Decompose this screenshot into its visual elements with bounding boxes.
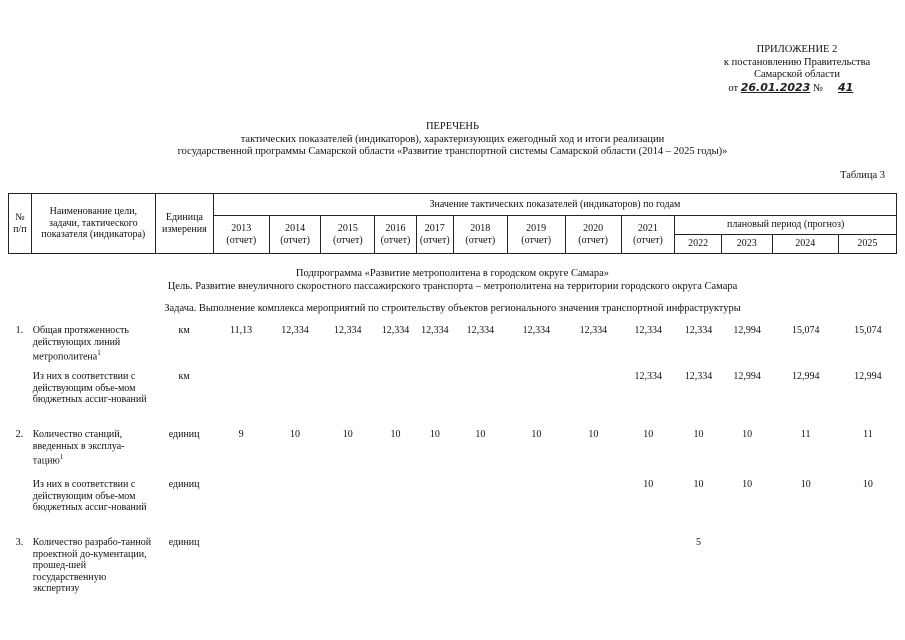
- year-label: 2013: [231, 223, 252, 234]
- indicator-value: [565, 370, 621, 428]
- indicator-value: [416, 370, 453, 428]
- indicator-value: 12,994: [733, 325, 761, 336]
- indicator-name: [31, 370, 155, 428]
- indicator-value: [416, 478, 453, 536]
- indicator-value: [416, 536, 453, 602]
- indicator-value: 10: [742, 429, 753, 440]
- decree-date-line: [707, 82, 887, 96]
- indicator-value: [507, 536, 565, 602]
- report-label: (отчет): [332, 234, 363, 246]
- indicator-value: 12,334: [579, 325, 608, 336]
- report-label: (отчет): [380, 234, 411, 246]
- header-name: Наименование цели, задачи, тактического показателя (индикатора): [31, 194, 155, 254]
- indicator-value: 11,13: [230, 325, 253, 336]
- indicator-value: 12,994: [854, 371, 882, 382]
- indicator-unit: км: [178, 371, 190, 382]
- year-label: 2020: [583, 223, 604, 234]
- indicator-value: 12,334: [634, 325, 662, 336]
- indicator-value: 10: [475, 429, 486, 440]
- indicator-value: 12,334: [466, 325, 495, 336]
- indicator-value: 10: [390, 429, 401, 440]
- report-label: (отчет): [226, 234, 257, 246]
- indicator-name-text: Из них в соответствии с действующим объе-мом бюджетных ассиг-нований: [32, 371, 147, 405]
- indicator-value: [321, 478, 375, 536]
- indicator-value: [507, 370, 565, 428]
- header-year-cell: [269, 216, 321, 254]
- table-row: [8, 324, 897, 370]
- header-unit: Единица измерения: [155, 194, 213, 254]
- indicator-value: 12,334: [634, 371, 662, 382]
- indicator-value: [213, 536, 269, 602]
- indicator-value: 10: [862, 479, 873, 490]
- indicator-unit: единиц: [168, 429, 200, 440]
- indicator-value: 9: [238, 429, 244, 440]
- indicator-value: 10: [429, 429, 440, 440]
- row-number: [8, 370, 31, 428]
- indicator-value: [453, 478, 507, 536]
- indicator-name: [31, 478, 155, 536]
- table-label: Таблица 3: [840, 170, 885, 181]
- header-num: № п/п: [9, 194, 32, 254]
- indicator-value: [839, 536, 897, 602]
- indicator-name: [31, 324, 155, 370]
- report-label: (отчет): [419, 234, 450, 246]
- indicator-value: [621, 536, 675, 602]
- row-number: 1.: [15, 325, 24, 336]
- indicator-value: [213, 478, 269, 536]
- year-label: 2019: [526, 223, 547, 234]
- table-row: [8, 536, 897, 602]
- header-year-cell: [416, 216, 453, 254]
- indicator-value: [375, 536, 416, 602]
- report-label: (отчет): [465, 234, 496, 246]
- report-label: (отчет): [633, 234, 663, 246]
- indicator-value: [375, 478, 416, 536]
- year-label: 2021: [637, 223, 658, 234]
- indicator-value: 10: [643, 479, 654, 490]
- header-plan-year: 2022: [675, 235, 722, 254]
- number-label: №: [812, 82, 823, 94]
- table-row: [8, 370, 897, 428]
- document-title: ПЕРЕЧЕНЬ: [425, 121, 480, 132]
- indicator-unit: км: [178, 325, 190, 336]
- decree-date: 26.01.2023: [740, 80, 811, 94]
- footnote-mark: 1: [59, 453, 64, 461]
- indicator-value: 12,334: [421, 325, 449, 336]
- indicator-value: 12,334: [281, 325, 309, 336]
- indicator-value: [269, 536, 321, 602]
- footnote-mark: 1: [97, 349, 101, 357]
- header-year-cell: [375, 216, 416, 254]
- from-label: от: [728, 82, 739, 94]
- indicator-value: [321, 370, 375, 428]
- row-number: [8, 478, 31, 536]
- indicator-value: [565, 536, 621, 602]
- indicator-value: [507, 478, 565, 536]
- indicator-value: 10: [531, 429, 542, 440]
- goal-text: Цель. Развитие внеуличного скоростного пассажирского транспорта – метрополитена на территории городского округа Самара: [167, 281, 738, 292]
- indicator-value: 10: [643, 429, 654, 440]
- indicator-value: [321, 536, 375, 602]
- indicator-value: [565, 478, 621, 536]
- header-year-cell: [621, 216, 675, 254]
- header-year-cell: [321, 216, 375, 254]
- indicator-value: 12,334: [381, 325, 410, 336]
- indicators-table-body: [8, 324, 897, 602]
- indicator-value: 12,334: [684, 371, 713, 382]
- document-heading: [0, 121, 905, 159]
- indicator-value: [213, 370, 269, 428]
- indicator-name-text: Количество разрабо-танной проектной до-кументации, прошед-шей государственную экспертизу: [32, 537, 152, 594]
- indicator-value: 10: [742, 479, 753, 490]
- header-plan-year: 2024: [772, 235, 838, 254]
- indicator-value: 5: [695, 537, 701, 548]
- indicator-value: [453, 370, 507, 428]
- appendix-title: ПРИЛОЖЕНИЕ 2: [756, 44, 838, 55]
- indicator-value: 12,334: [684, 325, 713, 336]
- header-year-cell: [565, 216, 621, 254]
- row-number: 3.: [15, 537, 24, 548]
- indicator-value: 12,994: [791, 371, 820, 382]
- appendix-block: [707, 44, 887, 95]
- indicator-name: [31, 428, 155, 478]
- indicator-name-text: Количество станций, введенных в эксплуа-тацию: [32, 429, 125, 467]
- indicator-value: 11: [863, 429, 873, 440]
- indicator-value: [375, 370, 416, 428]
- subprogram-title: Подпрограмма «Развитие метрополитена в городском округе Самара»: [295, 268, 610, 279]
- year-label: 2016: [385, 223, 406, 234]
- indicator-value: 10: [588, 429, 599, 440]
- indicator-value: 10: [693, 479, 704, 490]
- table-row: [8, 478, 897, 536]
- table-row: [8, 428, 897, 478]
- indicator-value: [722, 536, 773, 602]
- appendix-line3: Самарской области: [754, 69, 840, 80]
- indicator-value: [453, 536, 507, 602]
- indicator-value: [269, 370, 321, 428]
- year-label: 2014: [285, 223, 306, 234]
- report-label: (отчет): [578, 234, 608, 246]
- header-year-cell: [453, 216, 507, 254]
- decree-number: 41: [837, 80, 854, 94]
- document-subtitle-1: тактических показателей (индикаторов), характеризующих ежегодный ход и итоги реализации: [240, 133, 665, 145]
- year-label: 2015: [337, 223, 358, 234]
- indicator-value: 15,074: [791, 325, 820, 336]
- indicator-value: 12,334: [522, 325, 551, 336]
- indicator-name-text: Из них в соответствии с действующим объе-мом бюджетных ассиг-нований: [32, 479, 147, 513]
- indicator-value: 11: [800, 429, 811, 440]
- year-label: 2018: [470, 223, 491, 234]
- year-label: 2017: [424, 223, 445, 234]
- indicator-unit: единиц: [168, 537, 200, 548]
- indicator-value: 12,334: [334, 325, 362, 336]
- row-number: 2.: [15, 429, 24, 440]
- indicator-value: 12,994: [733, 371, 761, 382]
- indicator-name: [31, 536, 155, 602]
- header-year-cell: [507, 216, 565, 254]
- indicator-name-text: Общая протяженность действующих линий метрополитена: [32, 325, 129, 363]
- document-subtitle-2: государственной программы Самарской области «Развитие транспортной системы Самарской области (2014 – 2025 годы)»: [177, 146, 728, 157]
- header-values-title: Значение тактических показателей (индикаторов) по годам: [213, 194, 896, 216]
- indicator-value: 15,074: [854, 325, 882, 336]
- header-plan-year: 2025: [838, 235, 896, 254]
- indicator-value: 10: [800, 479, 811, 490]
- indicator-value: [269, 478, 321, 536]
- indicators-table-header: [8, 193, 897, 254]
- indicator-value: [773, 536, 839, 602]
- appendix-line2: к постановлению Правительства: [723, 56, 871, 68]
- indicator-value: 10: [342, 429, 353, 440]
- task-text: Задача. Выполнение комплекса мероприятий по строительству объектов регионального значения транспортной инфраструктуры: [164, 303, 741, 314]
- indicator-unit: единиц: [168, 479, 200, 490]
- header-year-cell: [213, 216, 269, 254]
- report-label: (отчет): [521, 234, 552, 246]
- header-plan-year: 2023: [721, 235, 772, 254]
- report-label: (отчет): [280, 234, 310, 246]
- header-forecast: плановый период (прогноз): [675, 216, 897, 235]
- indicator-value: 10: [289, 429, 300, 440]
- indicator-value: 10: [693, 429, 704, 440]
